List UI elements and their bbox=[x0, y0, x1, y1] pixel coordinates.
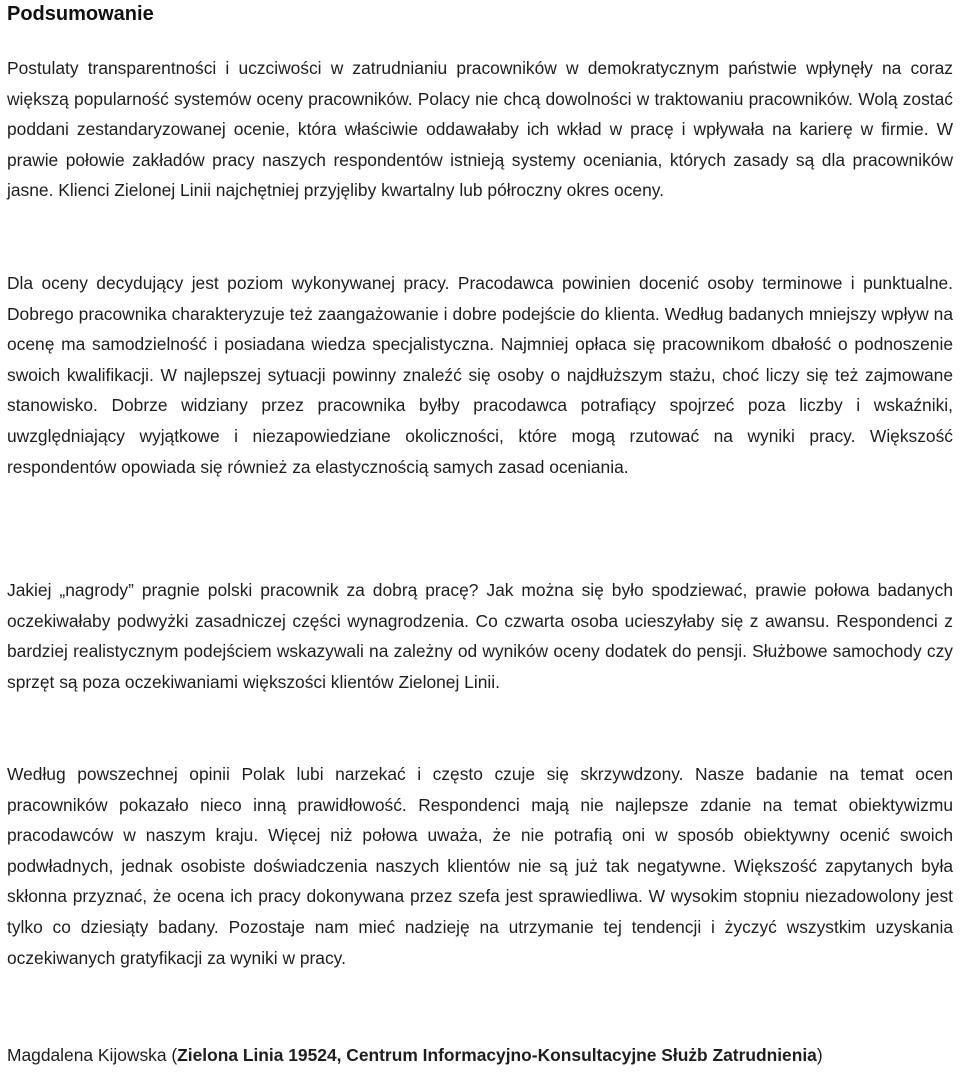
author-signature bbox=[7, 1040, 957, 1070]
signature-closing: ) bbox=[816, 1045, 823, 1065]
author-name: Magdalena Kijowska ( bbox=[7, 1045, 178, 1065]
paragraph-rewards: Jakiej „nagrody” pragnie polski pracownik za dobrą pracę? Jak można się było spodziewać, prawie połowa badanych oczekiwałaby podwyżki zasadniczej części wynagrodzenia. Co czwarta osoba ucieszyłaby się z awansu. Respondenci z bardziej realistycznym podejściem wskazywali na zależny od wyników oceny dodatek do pensji. Służbowe samochody czy sprzęt są poza oczekiwaniami większości klientów Zielonej Linii. bbox=[7, 580, 953, 692]
paragraph-transparency: Postulaty transparentności i uczciwości w zatrudnianiu pracowników w demokratycznym państwie wpłynęły na coraz większą popularność systemów oceny pracowników. Polacy nie chcą dowolności w traktowaniu pracowników. Wolą zostać poddani zestandaryzowanej ocenie, która właściwie oddawałaby ich wkład w pracę i wpływała na karierę w firmie. W prawie połowie zakładów pracy naszych respondentów istnieją systemy oceniania, których zasady są dla pracowników jasne. Klienci Zielonej Linii najchętniej przyjęliby kwartalny lub półroczny okres oceny. bbox=[7, 58, 953, 201]
paragraph-evaluation-criteria: Dla oceny decydujący jest poziom wykonywanej pracy. Pracodawca powinien docenić osoby terminowe i punktualne. Dobrego pracownika charakteryzuje też zaangażowanie i dobre podejście do klienta. Według badanych mniejszy wpływ na ocenę ma samodzielność i posiadana wiedza specjalistyczna. Najmniej opłaca się pracownikom dbałość o podnoszenie swoich kwalifikacji. W najlepszej sytuacji powinny znaleźć się osoby o najdłuższym stażu, choć liczy się też zajmowane stanowisko. Dobrze widziany przez pracownika byłby pracodawca potrafiący spojrzeć poza liczby i wskaźniki, uwzględniający wyjątkowe i niezapowiedziane okoliczności, które mogą rzutować na wyniki pracy. Większość respondentów opowiada się również za elastycznością samych zasad oceniania. bbox=[7, 273, 953, 477]
author-organization: Zielona Linia 19524, Centrum Informacyjno-Konsultacyjne Służb Zatrudnienia bbox=[177, 1045, 817, 1065]
paragraph-employer-objectivity: Według powszechnej opinii Polak lubi narzekać i często czuje się skrzywdzony. Nasze badanie na temat ocen pracowników pokazało nieco inną prawidłowość. Respondenci mają nie najlepsze zdanie na temat obiektywizmu pracodawców w naszym kraju. Więcej niż połowa uważa, że nie potrafią oni w sposób obiektywny ocenić swoich podwładnych, jednak osobiste doświadczenia naszych klientów nie są już tak negatywne. Większość zapytanych była skłonna przyznać, że ocena ich pracy dokonywana przez szefa jest sprawiedliwa. W wysokim stopniu niezadowolony jest tylko co dziesiąty badany. Pozostaje nam mieć nadzieję na utrzymanie tej tendencji i życzyć wszystkim uzyskania oczekiwanych gratyfikacji za wyniki w pracy. bbox=[7, 764, 953, 968]
section-heading: Podsumowanie bbox=[7, 3, 154, 25]
